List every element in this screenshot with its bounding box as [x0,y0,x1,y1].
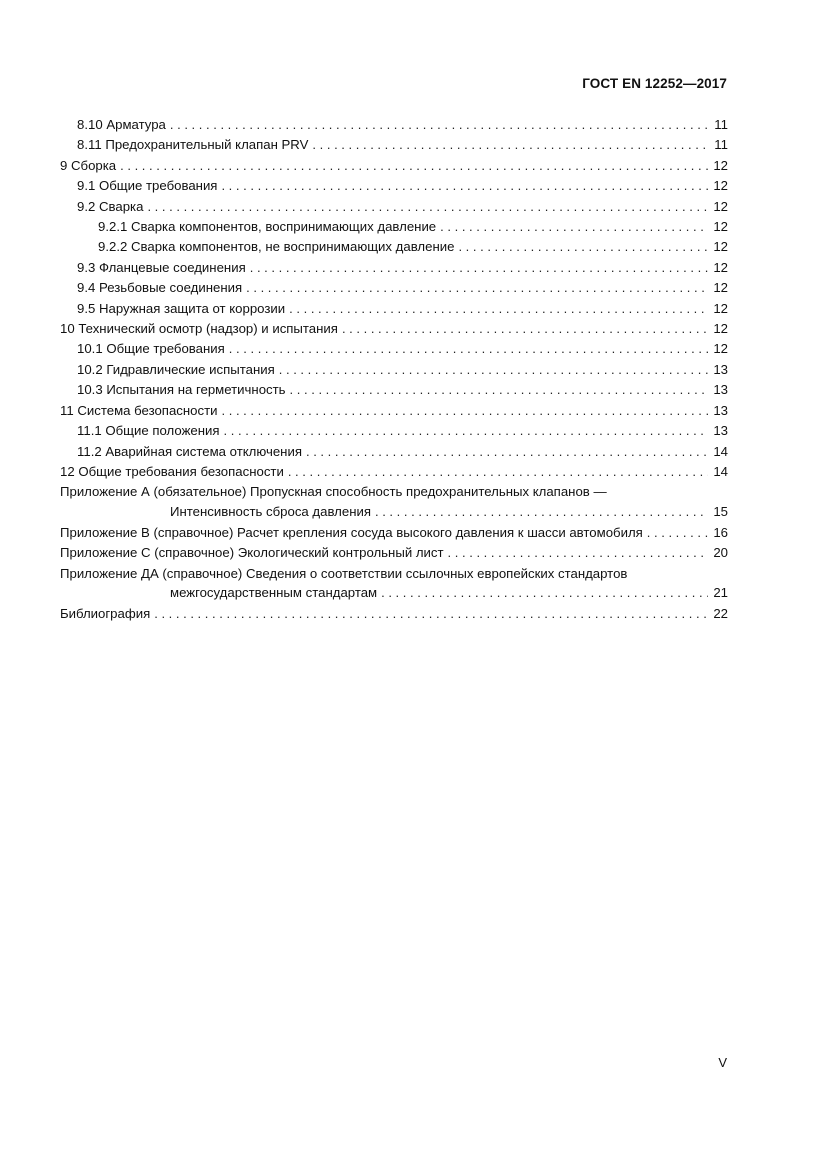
toc-entry-page: 12 [713,300,728,316]
toc-entry-title: Приложение В (справочное) Расчет крепления сосуда высокого давления к шасси автомобиля [60,524,643,540]
toc-entry-page: 12 [713,239,728,255]
toc-entry[interactable] [60,462,728,482]
toc-annex-title-line1: Приложение А (обязательное) Пропускная способность предохранительных клапанов — [60,484,607,500]
toc-entry-title: 9.4 Резьбовые соединения [77,280,243,296]
toc-entry-page: 12 [713,178,728,194]
toc-entry-page: 12 [713,259,728,275]
toc-entry[interactable] [60,237,728,257]
toc-annex-entry[interactable] [60,482,728,520]
toc-annex-title-line2: межгосударственным стандартам [170,584,378,600]
toc-entry[interactable] [60,135,728,155]
toc-annex-title-line2: Интенсивность сброса давления [170,503,371,519]
toc-entry-title: 10.2 Гидравлические испытания [77,361,275,377]
toc-bibliography-entry[interactable] [60,604,728,624]
toc-entry-page: 16 [713,524,728,540]
toc-dot-leader [250,258,708,278]
toc-annex-entry[interactable] [60,523,728,543]
toc-entry-title: 12 Общие требования безопасности [60,463,284,479]
toc-dot-leader [279,360,708,380]
toc-annex-entry[interactable] [60,543,728,563]
toc-entry[interactable] [60,197,728,217]
toc-entry-title: 11 Система безопасности [60,402,218,418]
toc-entry[interactable] [60,319,728,339]
toc-entry[interactable] [60,442,728,462]
toc-dot-leader [342,319,708,339]
document-standard-header: ГОСТ EN 12252—2017 [582,76,727,91]
toc-entry-title: 9.2.1 Сварка компонентов, воспринимающих давление [98,219,437,235]
toc-entry[interactable] [60,421,728,441]
toc-entry-page: 11 [714,117,728,132]
toc-dot-leader [229,339,708,359]
toc-entry[interactable] [60,360,728,380]
toc-entry-title: 9.2.2 Сварка компонентов, не воспринимающих давление [98,239,455,255]
toc-dot-leader [290,380,708,400]
toc-entry-page: 13 [713,361,728,377]
toc-entry-title: 9.5 Наружная защита от коррозии [77,300,286,316]
toc-dot-leader [306,442,708,462]
toc-entry-page: 12 [713,198,728,214]
toc-entry-title: 9.3 Фланцевые соединения [77,259,246,275]
toc-entry-title: Библиография [60,605,151,621]
toc-entry-title: 11.1 Общие положения [77,423,220,439]
toc-entry-page: 21 [713,584,728,600]
toc-entry[interactable] [60,258,728,278]
toc-entry[interactable] [60,156,728,176]
toc-entry[interactable] [60,401,728,421]
toc-dot-leader [154,604,708,624]
toc-entry-title: 8.11 Предохранительный клапан PRV [77,137,309,153]
toc-entry-page: 12 [713,157,728,173]
toc-entry-page: 13 [713,423,728,439]
toc-dot-leader [246,278,708,298]
toc-dot-leader [120,156,708,176]
toc-entry-title: 8.10 Арматура [77,117,166,132]
toc-dot-leader [289,299,708,319]
toc-dot-leader [458,237,708,257]
toc-dot-leader [222,401,709,421]
toc-entry-title: 9.1 Общие требования [77,178,218,194]
toc-entry[interactable] [60,278,728,298]
toc-entry[interactable] [60,380,728,400]
toc-entry-page: 11 [714,137,728,153]
toc-dot-leader [381,584,708,602]
table-of-contents [60,115,728,624]
toc-entry-page: 22 [713,605,728,621]
toc-entry-page: 12 [713,280,728,296]
toc-entry-page: 13 [713,402,728,418]
toc-dot-leader [647,523,708,543]
toc-annex-line2-row [60,584,728,602]
toc-entry[interactable] [60,176,728,196]
toc-dot-leader [448,543,708,563]
toc-entry-page: 14 [713,463,728,479]
toc-dot-leader [375,503,708,521]
toc-dot-leader [221,176,708,196]
toc-entry-page: 12 [713,321,728,337]
toc-dot-leader [147,197,708,217]
toc-entry-title: 10.3 Испытания на герметичность [77,382,286,398]
toc-annex-line2-row [60,503,728,521]
toc-entry-title: 10.1 Общие требования [77,341,225,357]
toc-dot-leader [170,115,708,135]
toc-entry-page: 12 [713,219,728,235]
page-number: V [718,1055,727,1070]
toc-entry-page: 12 [713,341,728,357]
toc-entry-title: 10 Технический осмотр (надзор) и испытания [60,321,338,337]
toc-entry[interactable] [60,115,728,135]
toc-entry-title: 9 Сборка [60,157,117,173]
toc-dot-leader [288,462,708,482]
toc-entry[interactable] [60,299,728,319]
toc-dot-leader [312,135,708,155]
toc-entry-page: 15 [713,503,728,519]
toc-entry-page: 13 [713,382,728,398]
toc-dot-leader [440,217,708,237]
toc-entry[interactable] [60,339,728,359]
toc-entry-title: 11.2 Аварийная система отключения [77,443,302,459]
toc-entry-title: 9.2 Сварка [77,198,144,214]
toc-entry-page: 20 [713,545,728,561]
toc-entry-title: Приложение С (справочное) Экологический контрольный лист [60,545,444,561]
toc-entry-page: 14 [713,443,728,459]
toc-annex-title-line1: Приложение ДА (справочное) Сведения о соответствии ссылочных европейских стандартов [60,565,628,581]
toc-annex-entry[interactable] [60,564,728,602]
toc-entry[interactable] [60,217,728,237]
toc-dot-leader [224,421,708,441]
